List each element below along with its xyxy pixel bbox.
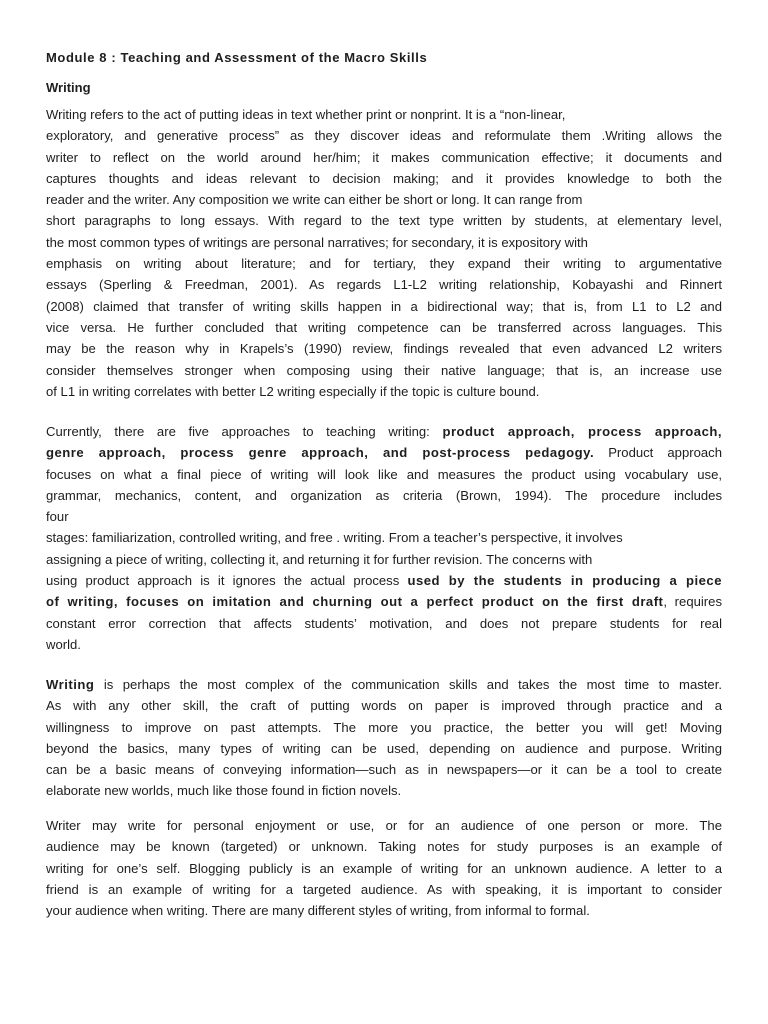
text-line — [46, 674, 722, 695]
text-line — [46, 274, 722, 295]
text-line — [46, 836, 722, 857]
text-run: audience may be known (targeted) or unknown. Taking notes for study purposes is an example of — [46, 839, 722, 855]
section-heading: Writing — [46, 80, 91, 95]
text-run: As with any other skill, the craft of putting words on paper is improved through practice and a — [46, 698, 722, 714]
text-line — [46, 738, 722, 759]
text-run: reader and the writer. Any composition we write can either be short or long. It can range from — [46, 192, 583, 208]
text-line — [46, 717, 722, 738]
bold-text: used by the students in producing a piece — [407, 573, 722, 589]
text-run: writer to reflect on the world around her/him; it makes communication effective; it documents and — [46, 149, 722, 165]
text-run: writing for one’s self. Blogging publicly is an example of writing for an unknown audience. A letter to a — [46, 860, 722, 876]
text-run: using product approach is it ignores the actual process — [46, 573, 408, 589]
paragraph — [46, 674, 722, 802]
text-run: assigning a piece of writing, collecting it, and returning it for further revision. The concerns with — [46, 551, 593, 567]
text-line — [46, 381, 722, 402]
text-line — [46, 900, 722, 921]
text-line — [46, 317, 722, 338]
text-line — [46, 591, 722, 612]
bold-text: Writing — [46, 677, 95, 692]
text-run: beyond the basics, many types of writing can be used, depending on audience and purpose. Writing — [46, 740, 722, 756]
text-line — [46, 634, 722, 655]
text-line — [46, 570, 722, 591]
bold-text: of writing, focuses on imitation and churning out a perfect product on the first draft — [46, 594, 664, 610]
text-line — [46, 253, 722, 274]
text-line — [46, 421, 722, 442]
text-run: can be a basic means of conveying information—such as in newspapers—or it can be a tool to create — [46, 762, 722, 778]
text-line — [46, 232, 722, 253]
text-line — [46, 815, 722, 836]
text-line — [46, 104, 722, 125]
text-line — [46, 147, 722, 168]
bold-text: genre approach, process genre approach, and post-process pedagogy. — [46, 445, 595, 461]
text-line — [46, 189, 722, 210]
text-line — [46, 464, 722, 485]
text-run: grammar, mechanics, content, and organization as criteria (Brown, 1994). The procedure includes — [46, 487, 722, 503]
paragraph — [46, 421, 722, 655]
text-run: four — [46, 509, 69, 525]
text-run: elaborate new worlds, much like those found in fiction novels. — [46, 783, 402, 799]
text-line — [46, 695, 722, 716]
paragraph — [46, 815, 722, 921]
text-run: stages: familiarization, controlled writing, and free . writing. From a teacher’s perspective, it involves — [46, 530, 623, 546]
text-line — [46, 168, 722, 189]
text-run: constant error correction that affects students’ motivation, and does not prepare students for real — [46, 615, 722, 631]
bold-text: product approach, process approach, — [442, 424, 722, 439]
text-line — [46, 296, 722, 317]
text-line — [46, 780, 722, 801]
text-run: of L1 in writing correlates with better L2 writing especially if the topic is culture bound. — [46, 383, 540, 399]
text-run: Writing refers to the act of putting ideas in text whether print or nonprint. It is a “non-linear, — [46, 107, 566, 122]
text-run: exploratory, and generative process” as they discover ideas and reformulate them .Writing allows the — [46, 128, 722, 144]
text-run: may be the reason why in Krapels’s (1990) review, findings revealed that even advanced L2 writers — [46, 341, 722, 357]
text-run: short paragraphs to long essays. With regard to the text type written by students, at elementary level, — [46, 213, 722, 229]
module-title: Module 8 : Teaching and Assessment of the Macro Skills — [46, 50, 428, 65]
text-run: focuses on what a final piece of writing will look like and measures the product using vocabulary use, — [46, 466, 722, 482]
text-run: (2008) claimed that transfer of writing skills happen in a bidirectional way; that is, from L1 to L2 and — [46, 298, 722, 314]
text-run: vice versa. He further concluded that writing competence can be transferred across languages. This — [46, 319, 722, 335]
text-line — [46, 506, 722, 527]
text-run: emphasis on writing about literature; and for tertiary, they expand their writing to argumentative — [46, 256, 722, 272]
text-run: consider themselves stronger when composing using their native language; that is, an increase use — [46, 362, 722, 378]
text-run: captures thoughts and ideas relevant to decision making; and it provides knowledge to both the — [46, 170, 722, 186]
text-run: the most common types of writings are personal narratives; for secondary, it is expository with — [46, 234, 588, 250]
text-run: friend is an example of writing for a targeted audience. As with speaking, it is important to consider — [46, 881, 722, 897]
text-run: is perhaps the most complex of the communication skills and takes the most time to master. — [94, 677, 722, 692]
text-line — [46, 125, 722, 146]
text-line — [46, 210, 722, 231]
text-run: Writer may write for personal enjoyment or use, or for an audience of one person or more. The — [46, 818, 722, 833]
text-run: Product approach — [594, 445, 722, 461]
text-run: willingness to improve on past attempts. The more you practice, the better you will get! Moving — [46, 719, 722, 735]
text-line — [46, 759, 722, 780]
text-run: world. — [46, 636, 81, 652]
text-run: your audience when writing. There are many different styles of writing, from informal to formal. — [46, 903, 590, 919]
text-line — [46, 442, 722, 463]
text-line — [46, 613, 722, 634]
text-line — [46, 485, 722, 506]
text-line — [46, 360, 722, 381]
text-line — [46, 338, 722, 359]
text-run: essays (Sperling & Freedman, 2001). As regards L1-L2 writing relationship, Kobayashi and Rinnert — [46, 277, 722, 293]
text-line — [46, 858, 722, 879]
text-run: , requires — [663, 594, 722, 610]
text-line — [46, 527, 722, 548]
text-line — [46, 879, 722, 900]
paragraph — [46, 104, 722, 402]
text-line — [46, 549, 722, 570]
text-run: Currently, there are five approaches to teaching writing: — [46, 424, 443, 439]
